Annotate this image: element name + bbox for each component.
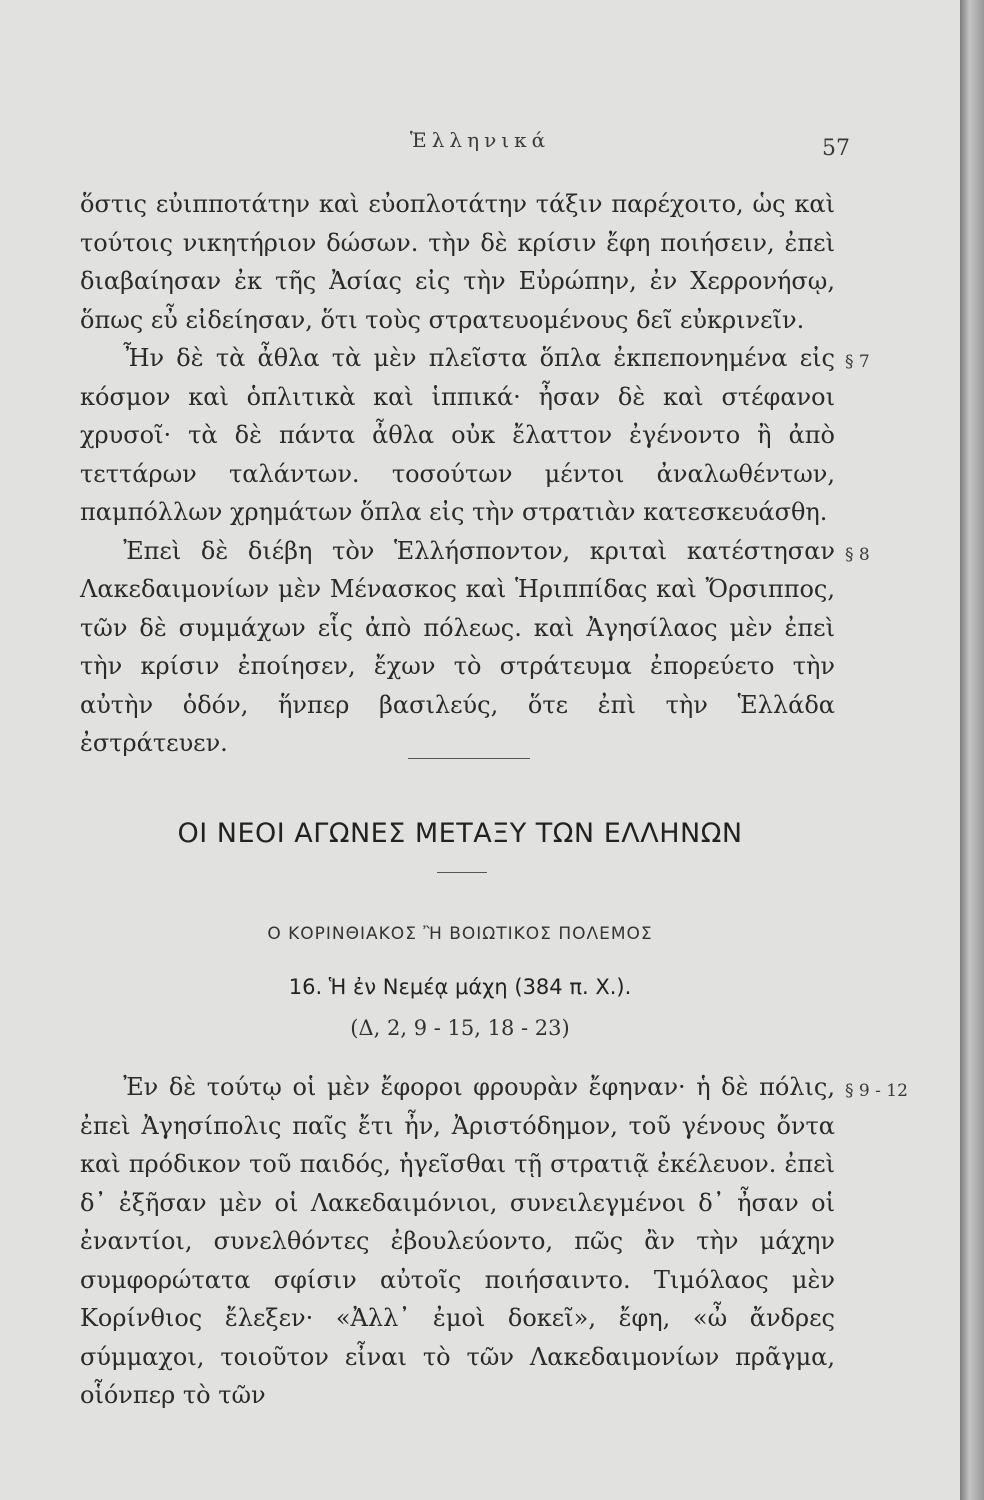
section-ref-8: § 8 xyxy=(845,544,870,565)
chapter-heading: 16. Ἡ ἐν Νεμέᾳ μάχη (384 π. Χ.). xyxy=(288,975,632,999)
running-head: Ἑλληνικά xyxy=(409,128,551,152)
sub-title: Ο ΚΟΡΙΝΘΙΑΚΟΣ Ἢ ΒΟΙΩΤΙΚΟΣ ΠΟΛΕΜΟΣ xyxy=(267,924,653,944)
top-text-block xyxy=(80,185,870,763)
title-underline xyxy=(437,872,487,873)
section-ref-9-12: § 9 - 12 xyxy=(845,1081,908,1101)
paragraph-3 xyxy=(80,532,870,763)
divider-rule xyxy=(408,758,530,759)
paragraph-1-text: ὅστις εὐιπποτάτην καὶ εὐοπλοτάτην τάξιν παρέχοιτο, ὡς καὶ τούτοις νικητήριον δώσων. τὴν δὲ κρίσιν ἔφη ποιήσειν, ἐπεὶ διαβαίησαν ἐκ τῆς Ἀσίας εἰς τὴν Εὐρώπην, ἐν Χερρονήσῳ, ὅπως εὖ εἰδείησαν, ὅτι τοὺς στρατευομένους δεῖ εὐκρινεῖν. xyxy=(80,190,835,334)
paragraph-4 xyxy=(80,1068,908,1415)
paragraph-2 xyxy=(80,339,870,532)
chapter-reference: (Δ, 2, 9 - 15, 18 - 23) xyxy=(350,1016,570,1040)
section-title: ΟΙ ΝΕΟΙ ΑΓΩΝΕΣ ΜΕΤΑΞΥ ΤΩΝ ΕΛΛΗΝΩΝ xyxy=(177,818,743,849)
paragraph-4-text: Ἐν δὲ τούτῳ οἱ μὲν ἔφοροι φρουρὰν ἔφηναν· ἡ δὲ πόλις, ἐπεὶ Ἀγησίπολις παῖς ἔτι ἦν, Ἀριστόδημον, τοῦ γένους ὄντα καὶ πρόδικον τοῦ παιδός, ἡγεῖσθαι τῇ στρατιᾷ ἐκέλευον. ἐπεὶ δ᾽ ἐξῆσαν μὲν οἱ Λακεδαιμόνιοι, συνειλεγμένοι δ᾽ ἦσαν οἱ ἐναντίοι, συνελθόντες ἐβουλεύοντο, πῶς ἂν τὴν μάχην συμφορώτατα σφίσιν αὐτοῖς ποιήσαιντο. Τιμόλαος μὲν Κορίνθιος ἔλεξεν· «Ἀλλ᾽ ἐμοὶ δοκεῖ», ἔφη, «ὦ ἄνδρες σύμμαχοι, τοιοῦτον εἶναι τὸ τῶν Λακεδαιμονίων πρᾶγμα, οἷόνπερ τὸ τῶν xyxy=(80,1073,835,1409)
paragraph-2-text: Ἦν δὲ τὰ ἆθλα τὰ μὲν πλεῖστα ὅπλα ἐκπεπονημένα εἰς κόσμον καὶ ὁπλιτικὰ καὶ ἱππικά· ἦσαν δὲ καὶ στέφανοι χρυσοῖ· τὰ δὲ πάντα ἆθλα οὐκ ἔλαττον ἐγένοντο ἢ ἀπὸ τεττάρων ταλάντων. τοσούτων μέντοι ἀναλωθέντων, παμπόλλων χρημάτων ὅπλα εἰς τὴν στρατιὰν κατεσκευάσθη. xyxy=(80,344,835,526)
section-ref-7: § 7 xyxy=(845,352,870,372)
page-number: 57 xyxy=(822,136,850,161)
bottom-text-block xyxy=(80,1068,908,1415)
paragraph-1 xyxy=(80,185,835,339)
paragraph-3-text: Ἐπεὶ δὲ διέβη τὸν Ἑλλήσποντον, κριταὶ κατέστησαν Λακεδαιμονίων μὲν Μένασκος καὶ Ἡριππίδας καὶ Ὄρσιππος, τῶν δὲ συμμάχων εἷς ἀπὸ πόλεως. καὶ Ἀγησίλαος μὲν ἐπεὶ τὴν κρίσιν ἐποίησεν, ἔχων τὸ στράτευμα ἐπορεύετο τὴν αὐτὴν ὁδόν, ἥνπερ βασιλεύς, ὅτε ἐπὶ τὴν Ἑλλάδα ἐστράτευεν. xyxy=(80,536,835,757)
page-edge xyxy=(960,0,984,1500)
